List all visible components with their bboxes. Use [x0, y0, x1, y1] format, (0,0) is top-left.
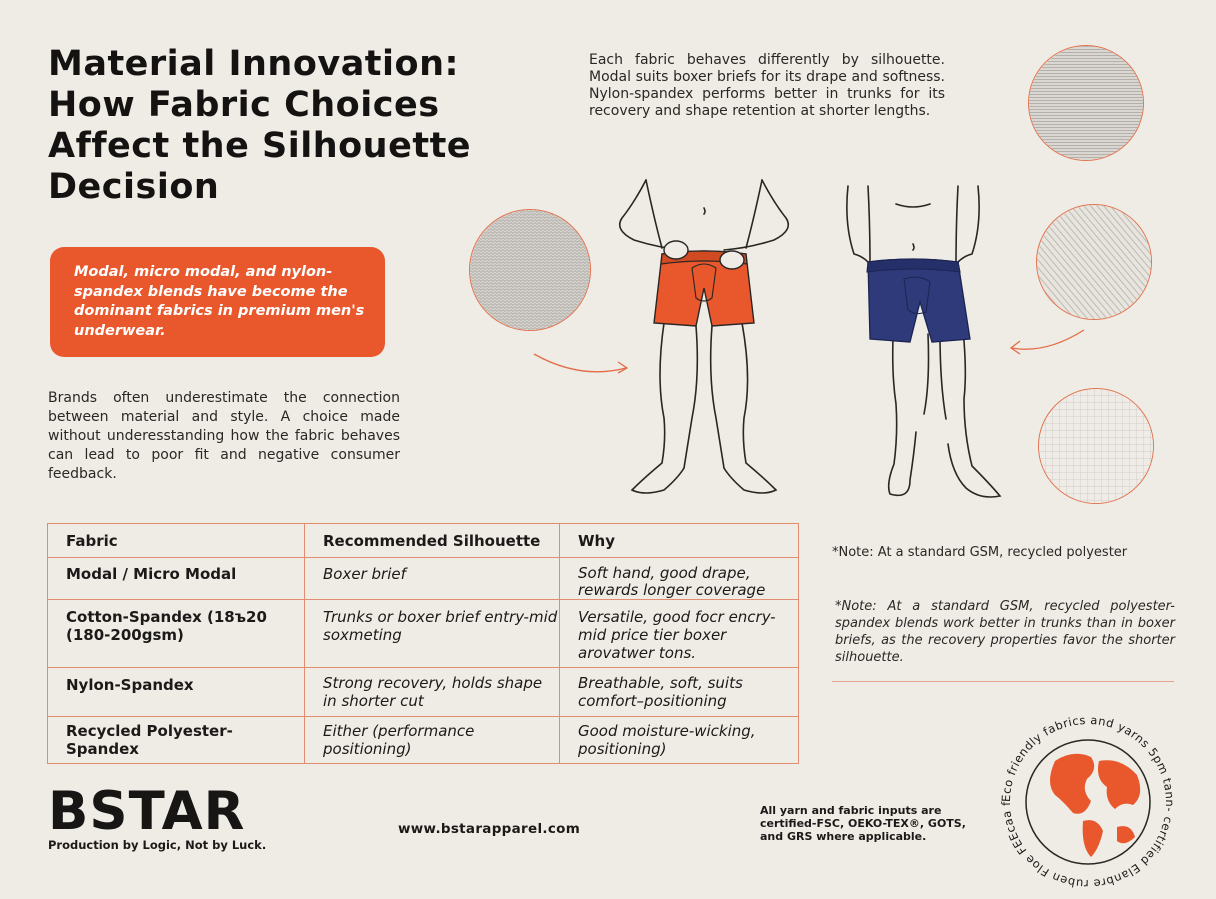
ribbed-swatch-icon: [1028, 45, 1144, 161]
fabric-cell: Cotton-Spandex (18ъ20 (180-200gsm): [48, 600, 305, 668]
fabric-silhouette-table: [47, 523, 798, 756]
note-short: *Note: At a standard GSM, recycled polyester: [832, 545, 1128, 560]
table-header: Why: [560, 524, 799, 558]
trunk-figure: [840, 184, 1020, 514]
table-row: [48, 600, 799, 668]
why-cell: Versatile, good focr encry-mid price tier boxer arovatwer tons.: [560, 600, 799, 668]
modal-knit-swatch-icon: [469, 209, 591, 331]
intro-paragraph: Brands often underestimate the connection between material and style. A choice made without underesstanding how the fabric behaves can lead to poor fit and negative consumer feedback.: [48, 390, 400, 482]
note-detailed: *Note: At a standard GSM, recycled polyester-spandex blends work better in trunks than in boxer briefs, as the recovery properties favor the shorter silhouette.: [835, 599, 1175, 665]
silhouette-cell: Trunks or boxer brief entry-mid soxmeting: [305, 600, 560, 668]
boxer-brief-figure: [604, 178, 804, 503]
globe-icon: [995, 709, 1181, 895]
globe-ring-text: Eco friendly fabrics and yarns 5pm tann- certified Elanbre ruben Floe FEEcaa f: [998, 712, 1178, 892]
silhouette-cell: Strong recovery, holds shape in shorter cut: [305, 668, 560, 717]
fabric-cell: Recycled Polyester-Spandex: [48, 717, 305, 764]
table-header-row: [48, 524, 799, 558]
table-header: Recommended Silhouette: [305, 524, 560, 558]
fabric-behavior-paragraph: Each fabric behaves differently by silhouette. Modal suits boxer briefs for its drape and softness. Nylon-spandex performs better in trunks for its recovery and shape retention at shorter lengths.: [589, 52, 945, 119]
why-cell: Soft hand, good drape, rewards longer coverage: [560, 558, 799, 600]
why-cell: Breathable, soft, suits comfort–positioning: [560, 668, 799, 717]
fabric-cell: Nylon-Spandex: [48, 668, 305, 717]
page-title: Material Innovation: How Fabric Choices Affect the Silhouette Decision: [48, 44, 472, 207]
brand-tagline: Production by Logic, Not by Luck.: [48, 838, 267, 852]
why-cell: Good moisture-wicking, positioning): [560, 717, 799, 764]
fabric-cell: Modal / Micro Modal: [48, 558, 305, 600]
table-row: [48, 668, 799, 717]
website-link[interactable]: www.bstarapparel.com: [398, 821, 581, 837]
highlight-callout: Modal, micro modal, and nylon-spandex blends have become the dominant fabrics in premium men's underwear.: [50, 247, 385, 357]
table-row: [48, 717, 799, 764]
divider: [832, 681, 1174, 682]
brand-logo: BSTAR: [48, 781, 246, 842]
diagonal-twill-swatch-icon: [1036, 204, 1152, 320]
certification-text: All yarn and fabric inputs are certified-FSC, OEKO-TEX®, GOTS, and GRS where applicable.: [760, 804, 966, 843]
silhouette-cell: Boxer brief: [305, 558, 560, 600]
table-row: [48, 558, 799, 600]
silhouette-cell: Either (performance positioning): [305, 717, 560, 764]
grid-mesh-swatch-icon: [1038, 388, 1154, 504]
table-header: Fabric: [48, 524, 305, 558]
